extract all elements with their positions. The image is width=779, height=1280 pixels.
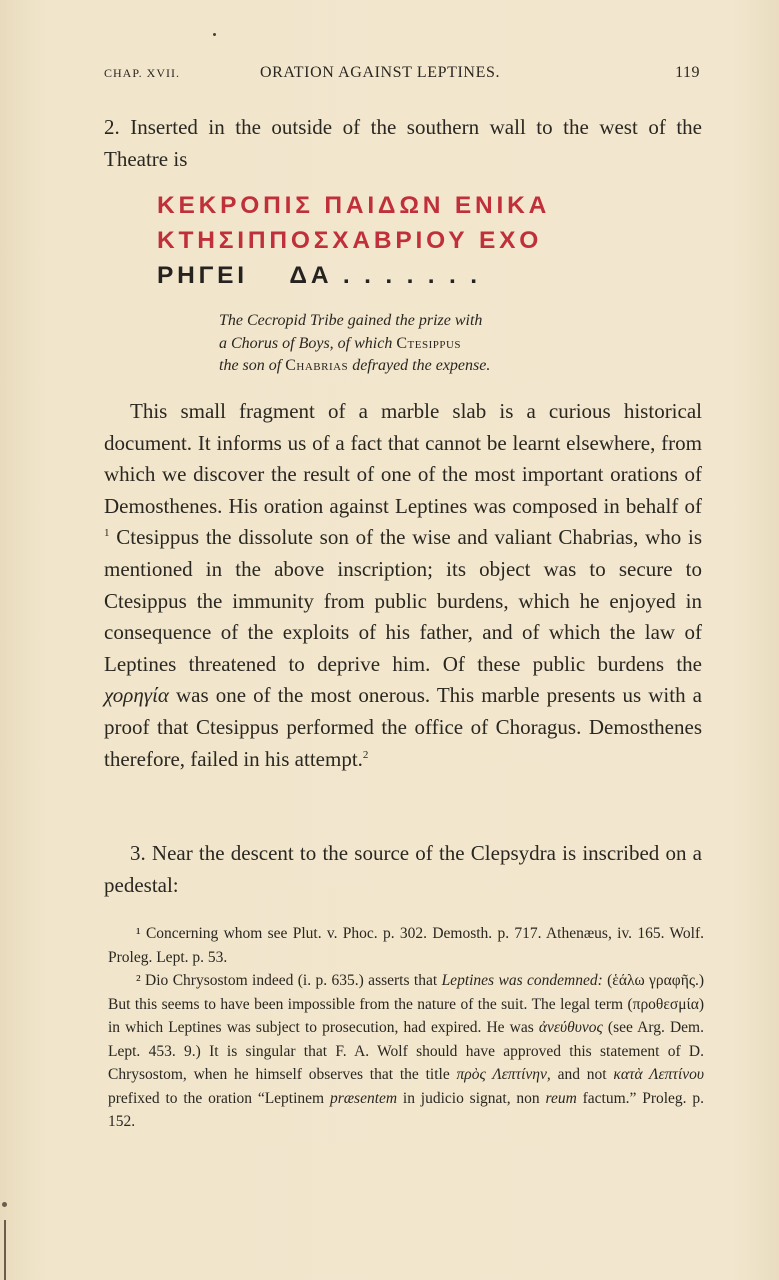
inscription-line-2 — [157, 223, 657, 258]
footnotes — [108, 922, 704, 1134]
translation-line-2 — [219, 333, 639, 356]
binding-edge — [0, 1190, 10, 1280]
inscription-text-red: ΚΕΚΡΟΠΙΣ ΠΑΙΔΩΝ ΕΝΙΚΑ — [157, 192, 551, 219]
translation-line-3 — [219, 355, 639, 378]
body-paragraph — [104, 396, 702, 775]
name-chabrias: Chabrias — [285, 357, 349, 374]
chapter-label: CHAP. XVII. — [104, 66, 181, 80]
footnote-text: (see Arg. Dem. Lept. 453. 9.) It is singular that F. A. Wolf should have approved this statement of D. Chrysostom, when he himself observes that the title — [108, 1019, 704, 1083]
section-3-paragraph: 3. Near the descent to the source of the Clepsydra is inscribed on a pedestal: — [104, 841, 702, 897]
translation-text: defrayed the expense. — [352, 357, 491, 374]
inscription-translation — [219, 310, 639, 378]
footnote-2 — [108, 969, 704, 1134]
footnote-greek: ἀνεύθυνος — [538, 1019, 603, 1036]
footnote-italic: præsentem — [329, 1089, 398, 1107]
footnote-text: and not — [550, 1066, 614, 1083]
inscription-line-3 — [157, 258, 657, 293]
inscription-text-red-2: ΚΤΗΣΙΠΠΟΣΧΑΒΡΙΟΥ ΕΧΟ — [157, 227, 543, 254]
footnote-text: ² Dio Chrysostom indeed (i. p. 635.) asserts that — [136, 972, 442, 989]
inscription-line-1 — [157, 188, 657, 223]
page-number: 119 — [675, 64, 700, 81]
footnote-text: factum.” Proleg. p. 152. — [108, 1089, 704, 1130]
body-text: was one of the most onerous. This marble presents us with a proof that Ctesippus performed the office of Choragus. Demosthenes therefore, failed in his attempt. — [104, 683, 702, 771]
footnote-italic: Leptines was condemned: — [441, 972, 603, 989]
footnote-text: (ἑάλω γραφῆς.) But this seems to have been impossible from the nature of the suit. The legal term (προθεσμία) in which Leptines was subject to prosecution, had expired. He was — [108, 972, 704, 1036]
running-title: ORATION AGAINST LEPTINES. — [260, 64, 501, 81]
greek-inscription — [157, 188, 657, 293]
translation-line-1: The Cecropid Tribe gained the prize with — [219, 312, 483, 329]
name-ctesippus: Ctesippus — [396, 334, 462, 352]
body-text: This small fragment of a marble slab is a curious historical document. It informs us of a fact that cannot be learnt elsewhere, from which we discover the result of one of the most important orations of Demosthenes. His oration against Leptines was composed in behalf of — [104, 399, 702, 518]
footnote-ref-2: 2 — [362, 748, 369, 761]
footnote-italic: reum — [545, 1089, 577, 1107]
binding-line — [4, 1220, 6, 1280]
translation-text: a Chorus of Boys, of which — [219, 334, 393, 352]
page-speck — [213, 33, 216, 36]
footnote-text: prefixed to the oration “Leptinem — [108, 1089, 330, 1107]
footnote-greek: κατὰ Λεπτίνου — [613, 1066, 705, 1083]
inscription-text-black: ΡΗΓΕΙ ΔΑ . . . . . . . — [157, 262, 481, 289]
intro-paragraph: 2. Inserted in the outside of the southern wall to the west of the Theatre is — [104, 115, 702, 171]
body-text: Ctesippus the dissolute son of the wise and valiant Chabrias, who is mentioned in the above inscription; its object was to secure to Ctesippus the immunity from public burdens, which he enjoyed in consequence of the exploits of his father, and of which the law of Leptines threatened to deprive him. Of these public burdens the — [104, 525, 702, 676]
footnote-greek: πρὸς Λεπτίνην, — [456, 1066, 551, 1083]
binding-mark — [2, 1202, 7, 1207]
translation-text: the son of — [219, 357, 282, 374]
footnote-ref-1: 1 — [104, 527, 110, 540]
footnote-text: in judicio signat, non — [397, 1089, 546, 1107]
running-head — [104, 64, 704, 86]
footnote-1: ¹ Concerning whom see Plut. v. Phoc. p. 302. Demosth. p. 717. Athenæus, iv. 165. Wolf. Proleg. Lept. p. 53. — [108, 925, 704, 966]
greek-word: χορηγία — [104, 683, 169, 708]
